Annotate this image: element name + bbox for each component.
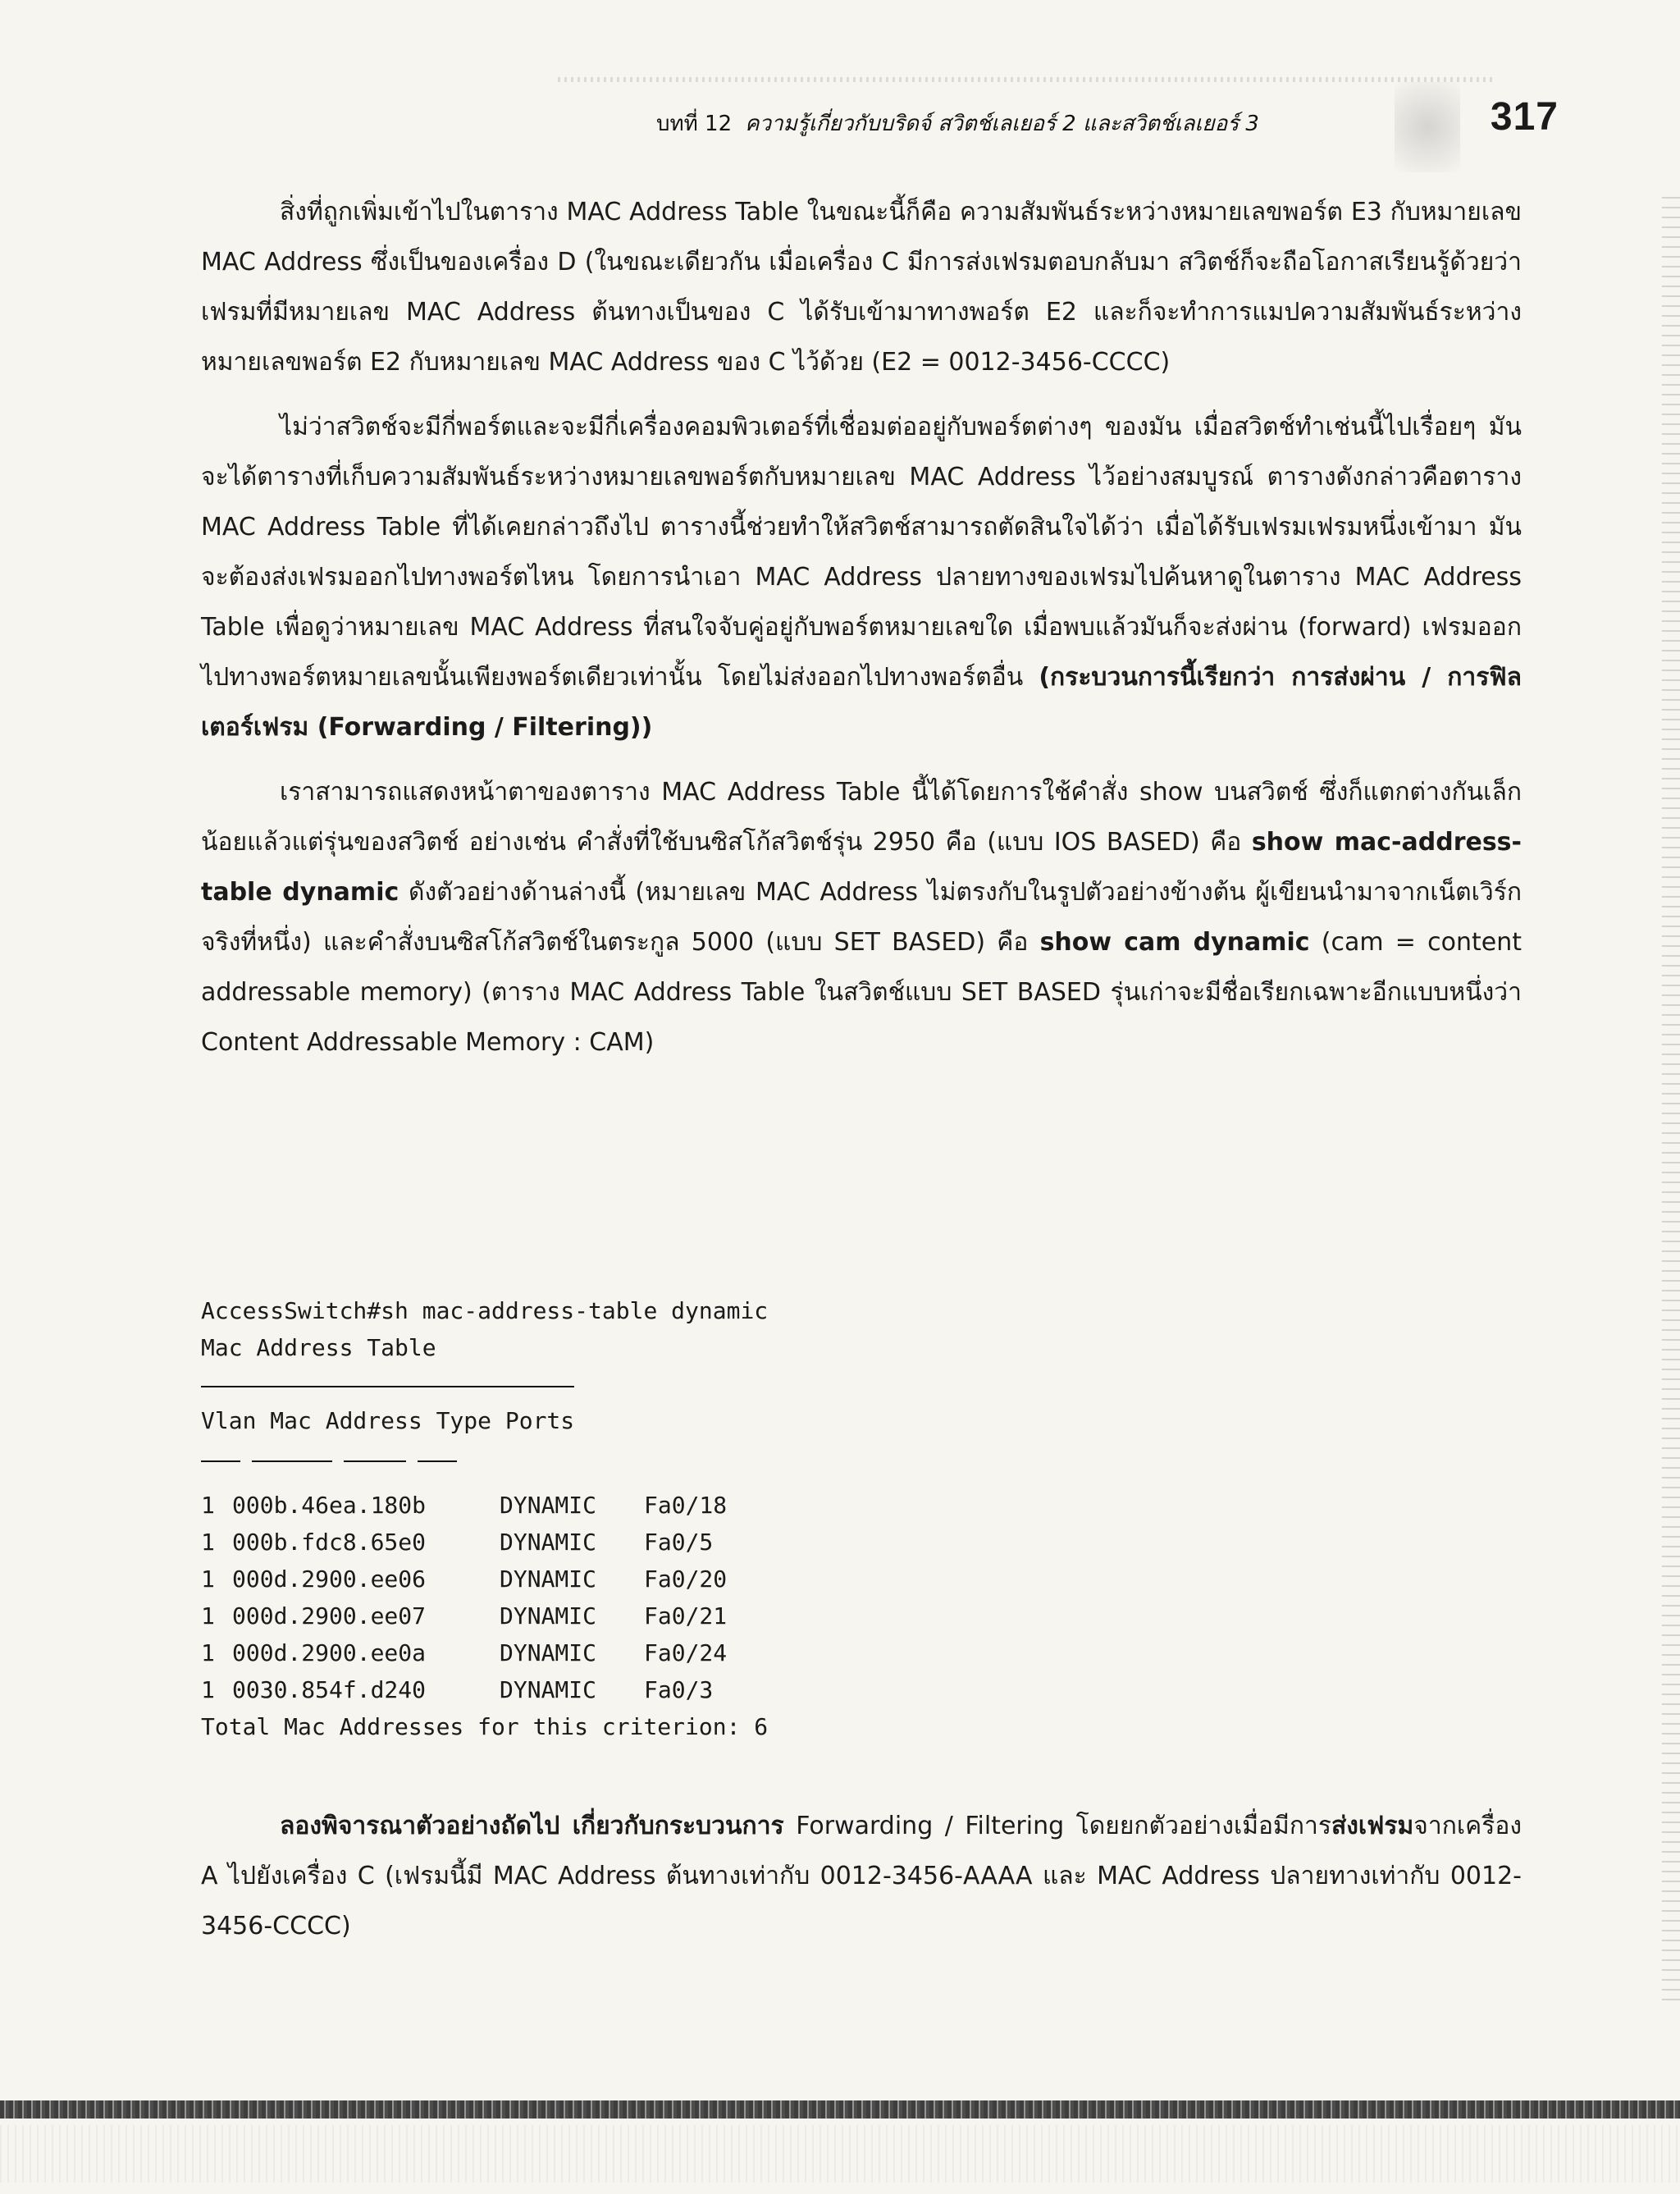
cli-underline-type [344,1460,406,1462]
entry-type: DYNAMIC [500,1566,597,1593]
chapter-title: ความรู้เกี่ยวกับบริดจ์ สวิตช์เลเยอร์ 2 และสวิตช์เลเยอร์ 3 [745,111,1259,136]
entry-vlan: 1 [201,1639,215,1666]
cli-underline-ports [418,1460,457,1462]
scan-noise-right [1662,197,1680,2002]
paragraph-3-text-a: เราสามารถแสดงหน้าตาของตาราง MAC Address Table นี้ได้โดยการใช้คำสั่ง show บนสวิตช์ ซึ่งก็แตกต่างกันเล็กน้อยแล้วแต่รุ่นของสวิตช์ อย่างเช่น คำสั่งที่ใช้บนซิสโก้สวิตช์รุ่น 2950 คือ (แบบ IOS BASED) คือ [201,778,1522,857]
cli-table-title: Mac Address Table [201,1334,436,1361]
closing-paragraph [201,1801,1522,1951]
paragraph-1-text: สิ่งที่ถูกเพิ่มเข้าไปในตาราง MAC Address Table ในขณะนี้ก็คือ ความสัมพันธ์ระหว่างหมายเลขพอร์ต E3 กับหมายเลข MAC Address ซึ่งเป็นของเครื่อง D (ในขณะเดียวกัน เมื่อเครื่อง C มีการส่งเฟรมตอบกลับมา สวิตช์ก็จะถือโอกาสเรียนรู้ด้วยว่าเฟรมที่มีหมายเลข MAC Address ต้นทางเป็นของ C ได้รับเข้ามาทางพอร์ต E2 และก็จะทำการแมปความสัมพันธ์ระหว่างหมายเลขพอร์ต E2 กับหมายเลข MAC Address ของ C ไว้ด้วย (E2 = 0012-3456-CCCC) [201,198,1522,377]
entry-type: DYNAMIC [500,1602,597,1630]
cli-separator-rule [201,1386,574,1387]
paragraph-2-bold: (กระบวนการนี้เรียกว่า การส่งผ่าน / การฟิลเตอร์เฟรม (Forwarding / Filtering)) [201,663,1522,742]
entry-port: Fa0/20 [644,1566,728,1593]
paragraph-3-command-2: show cam dynamic [1039,928,1310,957]
entry-mac: 000d.2900.ee0a [232,1639,427,1666]
closing-text-1: Forwarding / Filtering โดยยกตัวอย่างเมื่อมีการ [783,1812,1331,1840]
cli-total: Total Mac Addresses for this criterion: 6 [201,1713,769,1740]
paragraph-3 [201,767,1522,1067]
body-text [201,187,1522,1082]
paragraph-2-text: ไม่ว่าสวิตช์จะมีกี่พอร์ตและจะมีกี่เครื่องคอมพิวเตอร์ที่เชื่อมต่ออยู่กับพอร์ตต่างๆ ของมัน เมื่อสวิตช์ทำเช่นนี้ไปเรื่อยๆ มันจะได้ตารางที่เก็บความสัมพันธ์ระหว่างหมายเลขพอร์ตกับหมายเลข MAC Address ไว้อย่างสมบูรณ์ ตารางดังกล่าวคือตาราง MAC Address Table ที่ได้เคยกล่าวถึงไป ตารางนี้ช่วยทำให้สวิตช์สามารถตัดสินใจได้ว่า เมื่อได้รับเฟรมเฟรมหนึ่งเข้ามา มันจะต้องส่งเฟรมออกไปทางพอร์ตไหน โดยการนำเอา MAC Address ปลายทางของเฟรมไปค้นหาดูในตาราง MAC Address Table เพื่อดูว่าหมายเลข MAC Address ที่สนใจจับคู่อยู่กับพอร์ตหมายเลขใด เมื่อพบแล้วมันก็จะส่งผ่าน (forward) เฟรมออกไปทางพอร์ตหมายเลขนั้นเพียงพอร์ตเดียวเท่านั้น โดยไม่ส่งออกไปทางพอร์ตอื่น [201,413,1522,692]
paragraph-3-command-1: show mac-address-table dynamic [201,828,1522,907]
paragraph-2 [201,402,1522,752]
entry-mac: 000d.2900.ee07 [232,1602,427,1630]
closing-bold-1: ลองพิจารณาตัวอย่างถัดไป เกี่ยวกับกระบวนการ [280,1812,784,1840]
table-row [201,1487,1103,1524]
scan-noise-bottom-faint [0,2125,1680,2183]
scan-noise-bottom [0,2100,1680,2119]
paragraph-3-text-c: (cam = content addressable memory) (ตาราง MAC Address Table ในสวิตช์แบบ SET BASED รุ่นเก่าจะมีชื่อเรียกเฉพาะอีกแบบหนึ่งว่า Content Addressable Memory : CAM) [201,928,1522,1057]
entry-vlan: 1 [201,1492,215,1519]
entry-vlan: 1 [201,1529,215,1556]
paragraph-3-text-b: ดังตัวอย่างด้านล่างนี้ (หมายเลข MAC Address ไม่ตรงกับในรูปตัวอย่างข้างต้น ผู้เขียนนำมาจากเน็ตเวิร์กจริงที่หนึ่ง) และคำสั่งบนซิสโก้สวิตช์ในตระกูล 5000 (แบบ SET BASED) คือ [201,878,1522,957]
table-row [201,1524,1103,1561]
entry-mac: 000b.fdc8.65e0 [232,1529,427,1556]
entry-mac: 000d.2900.ee06 [232,1566,427,1593]
table-row [201,1598,1103,1634]
cli-command: AccessSwitch#sh mac-address-table dynamic [201,1297,769,1324]
entry-mac: 0030.854f.d240 [232,1676,427,1703]
table-row [201,1634,1103,1671]
entry-mac: 000b.46ea.180b [232,1492,427,1519]
entry-vlan: 1 [201,1566,215,1593]
entry-port: Fa0/21 [644,1602,728,1630]
entry-type: DYNAMIC [500,1529,597,1556]
table-row [201,1561,1103,1598]
entry-port: Fa0/18 [644,1492,728,1519]
cli-column-header: Vlan Mac Address Type Ports [201,1407,575,1434]
entry-vlan: 1 [201,1676,215,1703]
chapter-label: บทที่ 12 [656,111,733,136]
closing-bold-2: ส่งเฟรม [1331,1812,1414,1840]
entry-type: DYNAMIC [500,1492,597,1519]
entry-vlan: 1 [201,1602,215,1630]
page-header [656,95,1559,144]
entry-type: DYNAMIC [500,1639,597,1666]
entry-port: Fa0/3 [644,1676,714,1703]
entry-port: Fa0/24 [644,1639,728,1666]
closing-text-2: จากเครื่อง A ไปยังเครื่อง C (เฟรมนี้มี MAC Address ต้นทางเท่ากับ 0012-3456-AAAA และ MAC Address ปลายทางเท่ากับ 0012-3456-CCCC) [201,1812,1522,1940]
cli-output [201,1292,1103,1745]
cli-entries [201,1487,1103,1708]
entry-type: DYNAMIC [500,1676,597,1703]
entry-port: Fa0/5 [644,1529,714,1556]
cli-column-underlines [201,1446,1103,1477]
cli-underline-mac [252,1460,332,1462]
table-row [201,1671,1103,1708]
page-number: 317 [1490,95,1559,139]
paragraph-1 [201,187,1522,387]
cli-underline-vlan [201,1460,240,1462]
closing-text [201,1801,1522,1951]
scan-noise-top [558,77,1493,82]
